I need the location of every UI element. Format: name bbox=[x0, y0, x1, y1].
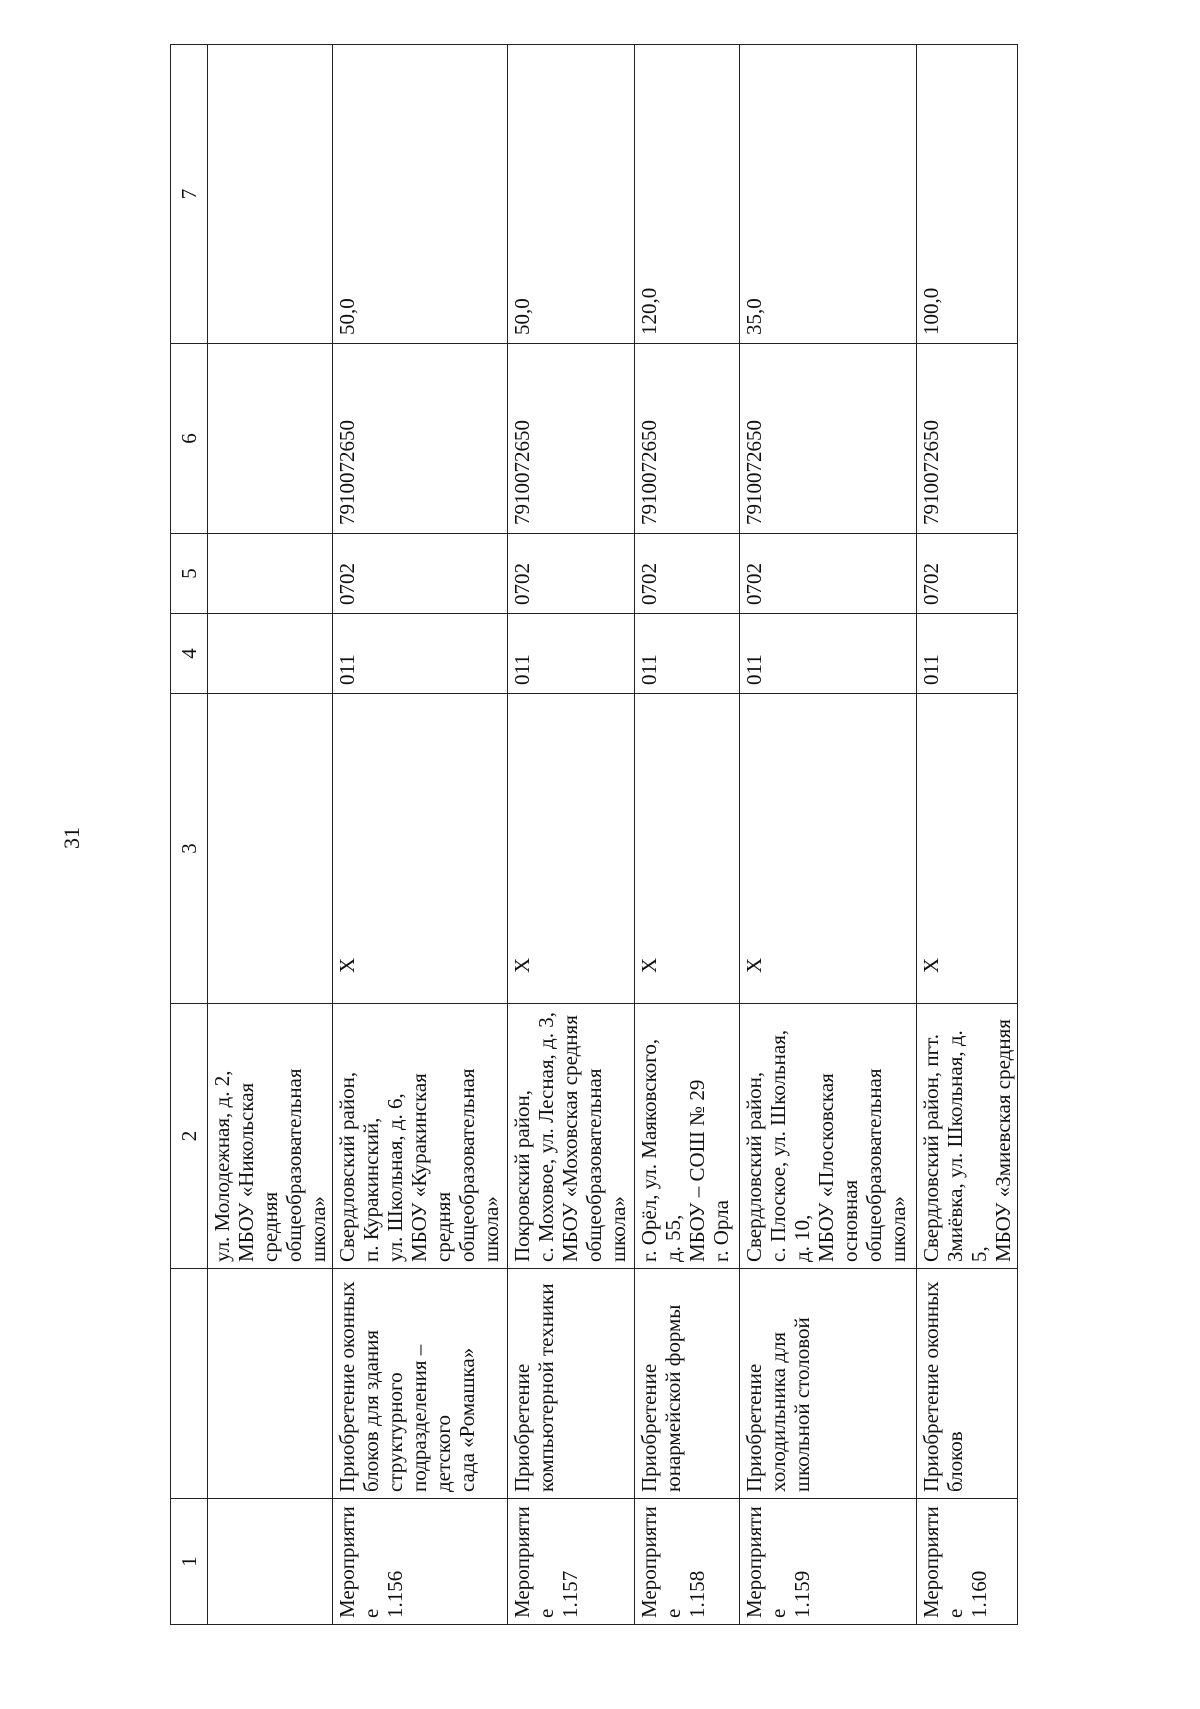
address-line: общеобразовательная bbox=[582, 1068, 606, 1262]
name-line: компьютерной техники bbox=[534, 1283, 558, 1492]
col4-cell: 011 bbox=[333, 614, 508, 694]
name-cell bbox=[508, 1269, 635, 1499]
col6-cell: 7910072650 bbox=[635, 344, 740, 534]
col5-cell: 0702 bbox=[740, 534, 917, 614]
header-cell-1-name bbox=[171, 1269, 208, 1499]
name-line: холодильника для bbox=[766, 1331, 790, 1492]
name-cell bbox=[635, 1269, 740, 1499]
name-line: Приобретение bbox=[742, 1363, 766, 1492]
address-line: общеобразовательная bbox=[455, 1068, 479, 1262]
address-cell bbox=[635, 1004, 740, 1269]
event-line: 1.156 bbox=[383, 1570, 407, 1618]
col5-cell: 0702 bbox=[917, 534, 1018, 614]
event-cell bbox=[508, 1499, 635, 1625]
address-line: д. 55, bbox=[661, 1214, 685, 1262]
col6-cell: 7910072650 bbox=[917, 344, 1018, 534]
col4-cell: 011 bbox=[740, 614, 917, 694]
col4-cell: 011 bbox=[635, 614, 740, 694]
header-cell-3: 3 bbox=[171, 694, 208, 1004]
address-line: Покровский район, bbox=[510, 1090, 534, 1262]
address-line: общеобразовательная bbox=[862, 1068, 886, 1262]
col6-cell: 7910072650 bbox=[740, 344, 917, 534]
address-line: МБОУ «Плосковская bbox=[814, 1073, 838, 1262]
table-body bbox=[208, 45, 1018, 1625]
address-line: Змиёвка, ул. Школьная, д. 5, bbox=[943, 1030, 991, 1262]
col5-cell bbox=[208, 534, 333, 614]
table-row bbox=[508, 45, 635, 1625]
event-line: 1.158 bbox=[685, 1570, 709, 1618]
event-line: 1.159 bbox=[790, 1570, 814, 1618]
col3-cell: Х bbox=[740, 694, 917, 1004]
name-cell bbox=[333, 1269, 508, 1499]
page-number: 31 bbox=[59, 827, 84, 849]
event-cell bbox=[635, 1499, 740, 1625]
name-line: Приобретение оконных bbox=[335, 1281, 359, 1492]
address-cell bbox=[917, 1004, 1018, 1269]
header-cell-7: 7 bbox=[171, 45, 208, 344]
col5-cell: 0702 bbox=[333, 534, 508, 614]
address-line: д. 10, bbox=[790, 1214, 814, 1262]
name-line: блоков для здания bbox=[359, 1329, 383, 1492]
header-cell-6: 6 bbox=[171, 344, 208, 534]
address-line: Свердловский район, bbox=[742, 1071, 766, 1262]
header-cell-2: 2 bbox=[171, 1004, 208, 1269]
address-line: МБОУ «Никольская bbox=[234, 1082, 258, 1262]
col4-cell bbox=[208, 614, 333, 694]
address-line: г. Орла bbox=[709, 1200, 733, 1262]
address-line: МБОУ – СОШ № 29 bbox=[685, 1079, 709, 1262]
address-line: с. Моховое, ул. Лесная, д. 3, bbox=[534, 1012, 558, 1262]
col3-cell: Х bbox=[635, 694, 740, 1004]
name-line: юнармейской формы bbox=[661, 1304, 685, 1492]
col6-cell bbox=[208, 344, 333, 534]
name-line: Приобретение bbox=[510, 1363, 534, 1492]
address-line: с. Плоское, ул. Школьная, bbox=[766, 1029, 790, 1262]
table-row bbox=[635, 45, 740, 1625]
event-line: Мероприятие bbox=[335, 1506, 383, 1618]
col5-cell: 0702 bbox=[508, 534, 635, 614]
address-line: МБОУ «Куракинская bbox=[407, 1073, 431, 1262]
address-line: школа» bbox=[306, 1196, 330, 1262]
address-line: Свердловский район, пгт. bbox=[919, 1033, 943, 1262]
event-line: Мероприятие bbox=[919, 1506, 967, 1618]
address-cell bbox=[333, 1004, 508, 1269]
name-line: Приобретение оконных bbox=[919, 1281, 943, 1492]
address-line: п. Куракинский, bbox=[359, 1117, 383, 1262]
event-cell bbox=[917, 1499, 1018, 1625]
name-cell bbox=[740, 1269, 917, 1499]
address-cell bbox=[208, 1004, 333, 1269]
col7-cell: 35,0 bbox=[740, 45, 917, 344]
address-line: школа» bbox=[886, 1196, 910, 1262]
col3-cell: Х bbox=[508, 694, 635, 1004]
col3-cell: Х bbox=[917, 694, 1018, 1004]
event-line: Мероприятие bbox=[742, 1506, 790, 1618]
col6-cell: 7910072650 bbox=[333, 344, 508, 534]
address-line: МБОУ «Моховская средняя bbox=[558, 1015, 582, 1262]
name-line: подразделения – детского bbox=[407, 1344, 455, 1492]
address-cell bbox=[508, 1004, 635, 1269]
col7-cell bbox=[208, 45, 333, 344]
header-cell-5: 5 bbox=[171, 534, 208, 614]
address-line: школа» bbox=[479, 1196, 503, 1262]
col7-cell: 50,0 bbox=[508, 45, 635, 344]
address-line: средняя bbox=[431, 1191, 455, 1262]
header-cell-1: 1 bbox=[171, 1499, 208, 1625]
table-row bbox=[917, 45, 1018, 1625]
event-line: 1.160 bbox=[967, 1570, 991, 1618]
col3-cell bbox=[208, 694, 333, 1004]
event-cell bbox=[333, 1499, 508, 1625]
col3-cell: Х bbox=[333, 694, 508, 1004]
table-row bbox=[333, 45, 508, 1625]
event-cell bbox=[740, 1499, 917, 1625]
event-cell bbox=[208, 1499, 333, 1625]
address-line: ул. Молодежная, д. 2, bbox=[210, 1070, 234, 1262]
col6-cell: 7910072650 bbox=[508, 344, 635, 534]
address-line: ул. Школьная, д. 6, bbox=[383, 1093, 407, 1262]
name-line: блоков bbox=[943, 1431, 967, 1492]
col7-cell: 100,0 bbox=[917, 45, 1018, 344]
address-line: средняя bbox=[258, 1191, 282, 1262]
name-cell bbox=[917, 1269, 1018, 1499]
address-cell bbox=[740, 1004, 917, 1269]
col4-cell: 011 bbox=[508, 614, 635, 694]
table-row-continuation bbox=[208, 45, 333, 1625]
name-line: Приобретение bbox=[637, 1363, 661, 1492]
header-row bbox=[171, 45, 208, 1625]
address-line: Свердловский район, bbox=[335, 1071, 359, 1262]
col7-cell: 50,0 bbox=[333, 45, 508, 344]
address-line: основная bbox=[838, 1179, 862, 1262]
event-line: Мероприятие bbox=[637, 1506, 685, 1618]
address-line: школа» bbox=[606, 1196, 630, 1262]
col7-cell: 120,0 bbox=[635, 45, 740, 344]
address-line: г. Орёл, ул. Маяковского, bbox=[637, 1038, 661, 1262]
address-line: общеобразовательная bbox=[282, 1068, 306, 1262]
name-line: структурного bbox=[383, 1372, 407, 1492]
event-line: 1.157 bbox=[558, 1570, 582, 1618]
col5-cell: 0702 bbox=[635, 534, 740, 614]
table-row bbox=[740, 45, 917, 1625]
name-line: сада «Ромашка» bbox=[455, 1347, 479, 1492]
col4-cell: 011 bbox=[917, 614, 1018, 694]
address-line: МБОУ «Змиевская средняя bbox=[991, 1019, 1015, 1262]
budget-table bbox=[170, 44, 1018, 1625]
name-line: школьной столовой bbox=[790, 1317, 814, 1492]
event-line: Мероприятие bbox=[510, 1506, 558, 1618]
name-cell bbox=[208, 1269, 333, 1499]
header-cell-4: 4 bbox=[171, 614, 208, 694]
